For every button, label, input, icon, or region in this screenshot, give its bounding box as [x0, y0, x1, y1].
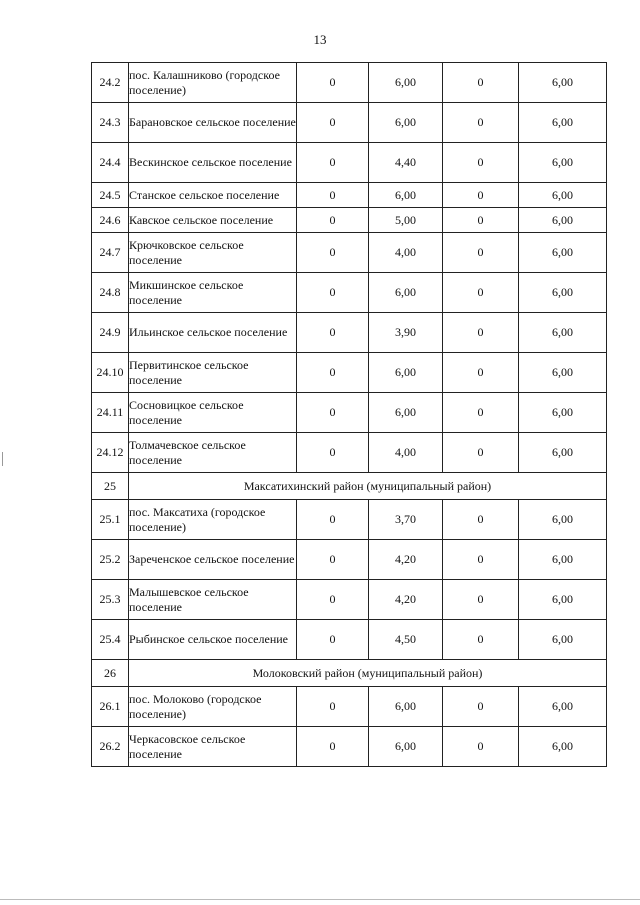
section-number: 26: [92, 660, 129, 687]
settlement-name: Сосновицкое сельское поселение: [129, 393, 297, 433]
value-col-4: 6,00: [519, 433, 607, 473]
settlement-name: пос. Максатиха (городское поселение): [129, 500, 297, 540]
value-col-4: 6,00: [519, 727, 607, 767]
section-row: [92, 473, 607, 500]
row-number: 24.11: [92, 393, 129, 433]
table-row: [92, 353, 607, 393]
value-col-4: 6,00: [519, 233, 607, 273]
value-col-3: 0: [443, 500, 519, 540]
value-col-1: 0: [297, 313, 369, 353]
value-col-3: 0: [443, 273, 519, 313]
settlement-name: Барановское сельское поселение: [129, 103, 297, 143]
value-col-3: 0: [443, 540, 519, 580]
value-col-2: 6,00: [369, 353, 443, 393]
value-col-4: 6,00: [519, 393, 607, 433]
settlement-name: Толмачевское сельское поселение: [129, 433, 297, 473]
value-col-3: 0: [443, 63, 519, 103]
value-col-2: 5,00: [369, 208, 443, 233]
table-row: [92, 727, 607, 767]
table-row: [92, 540, 607, 580]
value-col-1: 0: [297, 63, 369, 103]
section-title: Молоковский район (муниципальный район): [129, 660, 607, 687]
value-col-2: 4,00: [369, 233, 443, 273]
settlement-name: Вескинское сельское поселение: [129, 143, 297, 183]
settlement-name: пос. Калашниково (городское поселение): [129, 63, 297, 103]
value-col-2: 6,00: [369, 687, 443, 727]
value-col-1: 0: [297, 727, 369, 767]
table-row: [92, 620, 607, 660]
value-col-3: 0: [443, 620, 519, 660]
value-col-1: 0: [297, 540, 369, 580]
value-col-4: 6,00: [519, 208, 607, 233]
value-col-2: 6,00: [369, 63, 443, 103]
value-col-3: 0: [443, 353, 519, 393]
row-number: 25.4: [92, 620, 129, 660]
settlements-table: [91, 62, 607, 767]
value-col-2: 6,00: [369, 183, 443, 208]
value-col-1: 0: [297, 620, 369, 660]
value-col-4: 6,00: [519, 63, 607, 103]
value-col-2: 4,40: [369, 143, 443, 183]
settlement-name: Крючковское сельское поселение: [129, 233, 297, 273]
value-col-1: 0: [297, 183, 369, 208]
table-row: [92, 500, 607, 540]
table-row: [92, 63, 607, 103]
value-col-3: 0: [443, 393, 519, 433]
value-col-4: 6,00: [519, 313, 607, 353]
table-row: [92, 208, 607, 233]
settlement-name: Ильинское сельское поселение: [129, 313, 297, 353]
value-col-4: 6,00: [519, 580, 607, 620]
value-col-3: 0: [443, 687, 519, 727]
value-col-1: 0: [297, 208, 369, 233]
section-title: Максатихинский район (муниципальный район): [129, 473, 607, 500]
row-number: 25.3: [92, 580, 129, 620]
value-col-1: 0: [297, 580, 369, 620]
value-col-1: 0: [297, 233, 369, 273]
settlement-name: Станское сельское поселение: [129, 183, 297, 208]
row-number: 25.1: [92, 500, 129, 540]
section-number: 25: [92, 473, 129, 500]
row-number: 24.3: [92, 103, 129, 143]
value-col-2: 4,20: [369, 540, 443, 580]
scan-bottom-line: [0, 899, 640, 900]
value-col-3: 0: [443, 183, 519, 208]
value-col-4: 6,00: [519, 143, 607, 183]
value-col-3: 0: [443, 233, 519, 273]
value-col-1: 0: [297, 143, 369, 183]
value-col-1: 0: [297, 500, 369, 540]
table-row: [92, 103, 607, 143]
table-row: [92, 580, 607, 620]
row-number: 24.10: [92, 353, 129, 393]
settlement-name: пос. Молоково (городское поселение): [129, 687, 297, 727]
value-col-4: 6,00: [519, 273, 607, 313]
row-number: 25.2: [92, 540, 129, 580]
row-number: 24.2: [92, 63, 129, 103]
value-col-1: 0: [297, 433, 369, 473]
value-col-2: 4,50: [369, 620, 443, 660]
settlement-name: Рыбинское сельское поселение: [129, 620, 297, 660]
row-number: 26.1: [92, 687, 129, 727]
value-col-3: 0: [443, 727, 519, 767]
row-number: 24.5: [92, 183, 129, 208]
row-number: 24.6: [92, 208, 129, 233]
settlement-name: Кавское сельское поселение: [129, 208, 297, 233]
value-col-3: 0: [443, 143, 519, 183]
settlement-name: Зареченское сельское поселение: [129, 540, 297, 580]
value-col-3: 0: [443, 433, 519, 473]
value-col-2: 6,00: [369, 273, 443, 313]
table-body: [92, 63, 607, 767]
page-number: 13: [313, 32, 327, 47]
value-col-4: 6,00: [519, 500, 607, 540]
value-col-2: 3,70: [369, 500, 443, 540]
value-col-4: 6,00: [519, 620, 607, 660]
value-col-2: 6,00: [369, 103, 443, 143]
value-col-1: 0: [297, 103, 369, 143]
value-col-1: 0: [297, 273, 369, 313]
value-col-1: 0: [297, 353, 369, 393]
section-row: [92, 660, 607, 687]
value-col-3: 0: [443, 313, 519, 353]
value-col-2: 4,00: [369, 433, 443, 473]
row-number: 26.2: [92, 727, 129, 767]
settlement-name: Микшинское сельское поселение: [129, 273, 297, 313]
value-col-4: 6,00: [519, 353, 607, 393]
settlement-name: Черкасовское сельское поселение: [129, 727, 297, 767]
table-row: [92, 687, 607, 727]
value-col-4: 6,00: [519, 540, 607, 580]
table-row: [92, 433, 607, 473]
value-col-3: 0: [443, 580, 519, 620]
scan-edge-mark: [2, 452, 3, 466]
value-col-3: 0: [443, 103, 519, 143]
row-number: 24.8: [92, 273, 129, 313]
value-col-3: 0: [443, 208, 519, 233]
row-number: 24.9: [92, 313, 129, 353]
table-row: [92, 143, 607, 183]
value-col-1: 0: [297, 687, 369, 727]
value-col-2: 6,00: [369, 727, 443, 767]
settlement-name: Первитинское сельское поселение: [129, 353, 297, 393]
value-col-2: 4,20: [369, 580, 443, 620]
table-row: [92, 393, 607, 433]
value-col-4: 6,00: [519, 687, 607, 727]
row-number: 24.7: [92, 233, 129, 273]
row-number: 24.4: [92, 143, 129, 183]
value-col-4: 6,00: [519, 183, 607, 208]
table-row: [92, 313, 607, 353]
row-number: 24.12: [92, 433, 129, 473]
settlement-name: Малышевское сельское поселение: [129, 580, 297, 620]
value-col-4: 6,00: [519, 103, 607, 143]
value-col-2: 6,00: [369, 393, 443, 433]
table-row: [92, 233, 607, 273]
value-col-1: 0: [297, 393, 369, 433]
table-row: [92, 273, 607, 313]
table-row: [92, 183, 607, 208]
value-col-2: 3,90: [369, 313, 443, 353]
